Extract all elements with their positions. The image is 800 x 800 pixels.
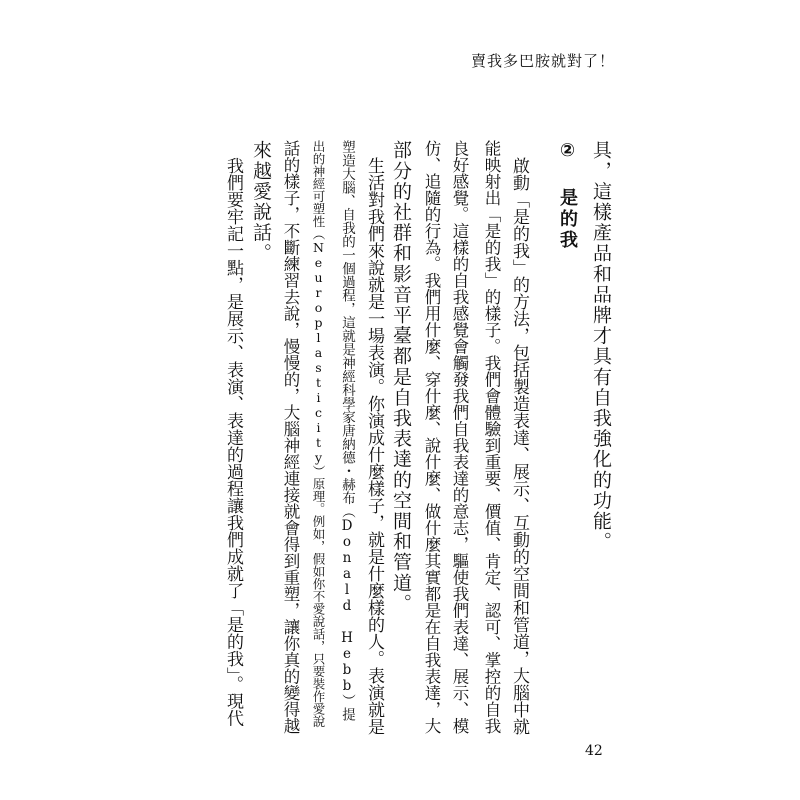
text-column-6: 仿、追隨的行為。我們用什麼、穿什麼、說什麼、做什麼其實都是在自我表達，大 <box>422 140 441 734</box>
page-number: 42 <box>585 743 603 759</box>
text-column-11: 話的樣子，不斷練習去說，慢慢的，大腦神經連接就會得到重塑，讓你真的變得越 <box>281 140 300 734</box>
text-column-13: 我們要牢記一點，是展示、表演、表達的過程讓我們成就了「是的我」。現代 <box>223 140 243 727</box>
text-column-7: 部分的社群和影音平臺都是自我表達的空間和管道。 <box>390 140 412 614</box>
text-column-9: 塑造大腦、自我的一個過程，這就是神經科學家唐納德・赫布（Donald Hebb）提 <box>339 140 355 721</box>
text-column-1: 具，這樣產品和品牌才具有自我強化的功能。 <box>590 140 612 552</box>
running-head: 賣我多巴胺就對了！ <box>470 52 615 70</box>
text-column-10: 出的神經可塑性（Neuroplasticity）原理。例如，假如你不愛說話，只要裝作愛說 <box>311 140 326 728</box>
text-column-8: 生活對我們來說就是一場表演。你演成什麼樣子，就是什麼樣的人。表演就是 <box>364 140 384 735</box>
section-heading: ② 是的我 <box>557 140 578 251</box>
text-column-5: 良好感覺。這樣的自我感覺會觸發我們自我表達的意志，驅使我們表達、展示、模 <box>450 140 469 734</box>
text-column-4: 能映射出「是的我」的樣子。我們會體驗到重要、價值、肯定、認可、掌控的自我 <box>482 140 501 734</box>
text-column-3: 啟動「是的我」的方法，包括製造表達、展示、互動的空間和管道，大腦中就 <box>509 140 529 735</box>
text-column-12: 來越愛說話。 <box>250 140 272 264</box>
